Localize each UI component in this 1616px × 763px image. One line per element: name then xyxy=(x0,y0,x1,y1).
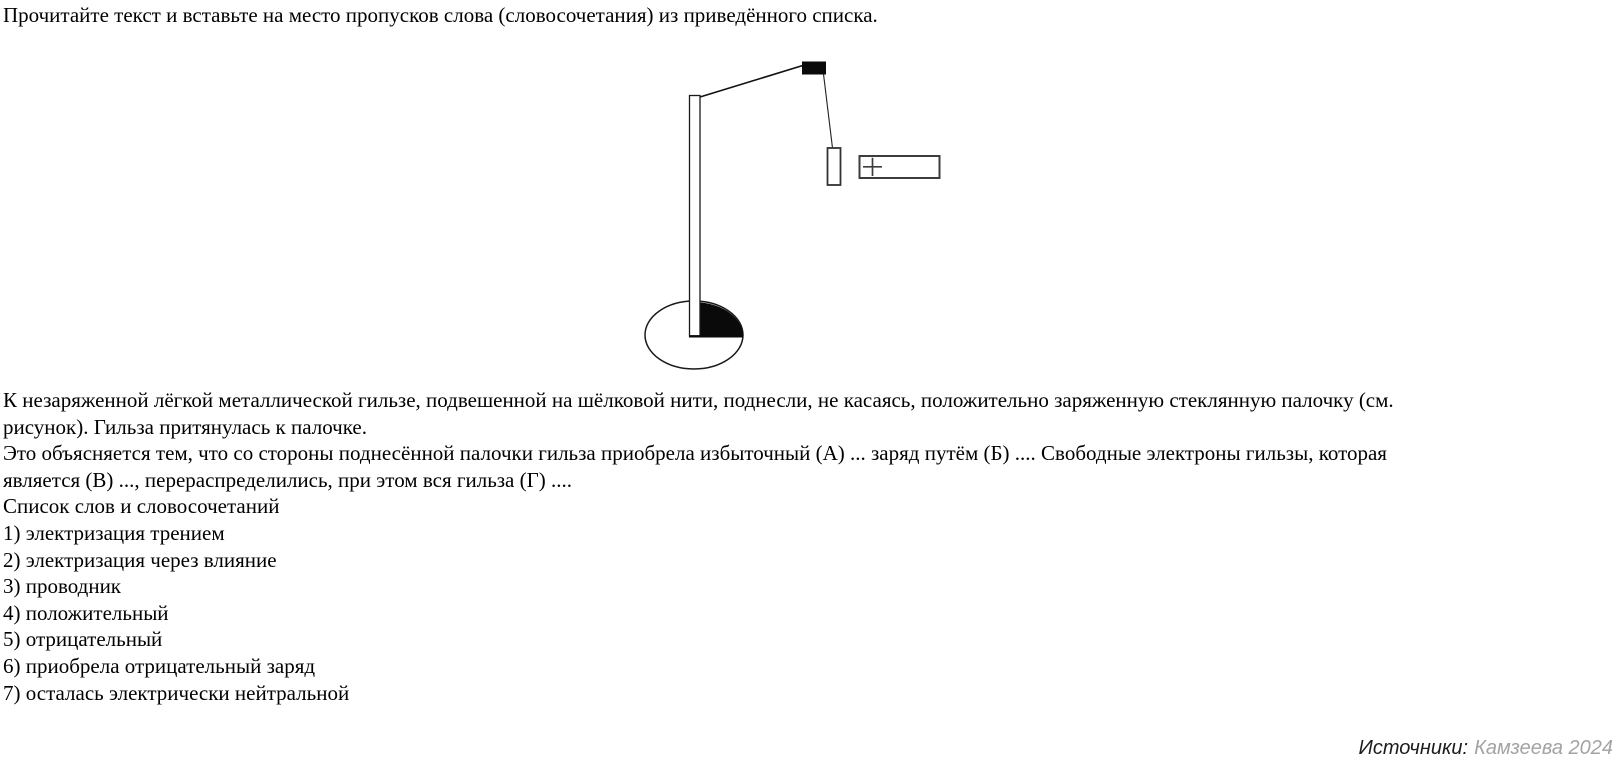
clamp xyxy=(802,62,826,75)
source-value: Камзеева 2024 xyxy=(1474,737,1613,759)
stand-arm xyxy=(700,65,806,98)
word-list-item: 2) электризация через влияние xyxy=(3,547,277,572)
word-list-item: 4) положительный xyxy=(3,600,169,625)
word-list-item: 7) осталась электрически нейтральной xyxy=(3,680,350,705)
word-list-item: 3) проводник xyxy=(3,574,122,599)
problem-text xyxy=(3,387,1593,706)
word-list-item: 6) приобрела отрицательный заряд xyxy=(3,653,316,678)
description-line-2: рисунок). Гильза притянулась к палочке. xyxy=(3,414,367,439)
electrostatics-diagram xyxy=(600,40,950,385)
word-list-item: 1) электризация трением xyxy=(3,520,225,545)
word-list-item: 5) отрицательный xyxy=(3,627,163,652)
description-line-1: К незаряженной лёгкой металлической гильзе, подвешенной на шёлковой нити, поднесли, не касаясь, положительно заряженную стеклянную палочку (см. xyxy=(3,388,1394,412)
stand-pole xyxy=(690,96,701,337)
foil-cylinder xyxy=(828,148,841,185)
source-label: Источники: xyxy=(1358,737,1469,759)
explanation-line-2: является (В) ..., перераспределились, при этом вся гильза (Г) .... xyxy=(3,467,573,492)
explanation-line-1: Это объясняется тем, что со стороны поднесённой палочки гильза приобрела избыточный (А) ... заряд путём (Б) .... Свободные электроны гильзы, которая xyxy=(3,441,1387,466)
source-note xyxy=(1359,736,1613,760)
word-list-title: Список слов и словосочетаний xyxy=(3,494,280,519)
task-instruction: Прочитайте текст и вставьте на место пропусков слова (словосочетания) из приведённого списка. xyxy=(3,3,878,27)
silk-thread xyxy=(824,74,833,148)
